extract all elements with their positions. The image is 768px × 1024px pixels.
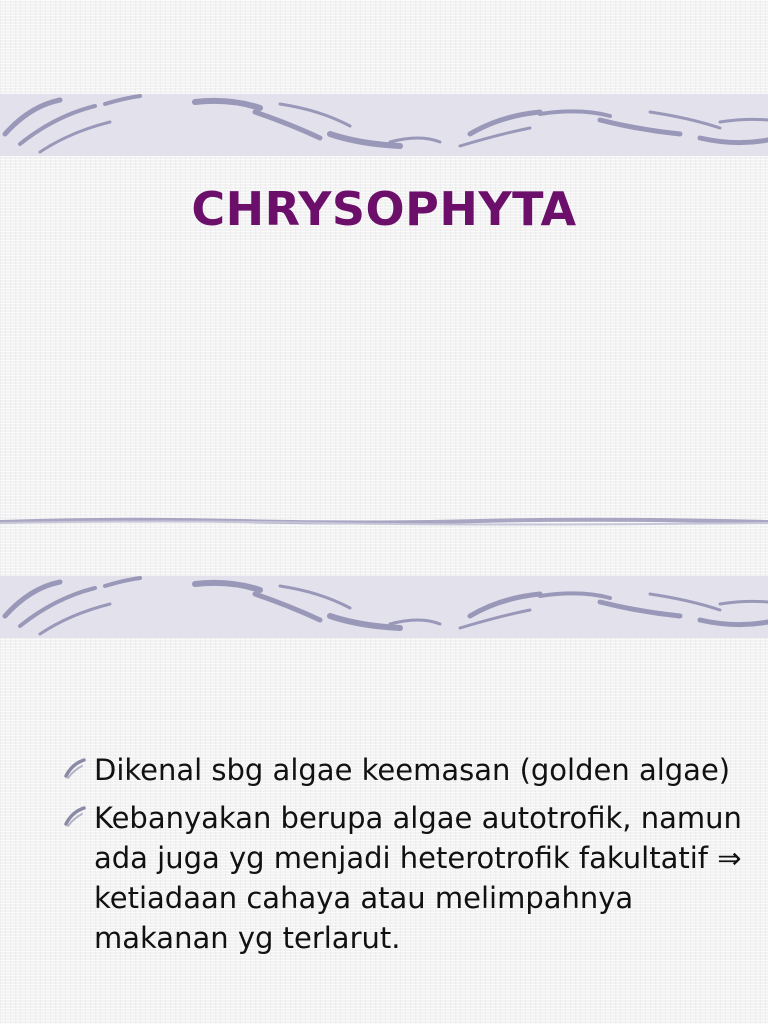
slide-title: CHRYSOPHYTA	[191, 182, 577, 236]
swoosh-bullet-icon	[62, 804, 88, 828]
slide-content-page	[0, 512, 768, 1024]
bullet-item	[60, 750, 750, 790]
bullet-item	[60, 798, 750, 958]
decorative-swoosh-banner	[0, 576, 768, 638]
bullet-list	[60, 750, 750, 966]
bullet-text: Kebanyakan berupa algae autotrofik, namun ada juga yg menjadi heterotrofik fakultatif ⇒ ketiadaan cahaya atau melimpahnya makanan yg terlarut.	[94, 801, 742, 955]
decorative-swoosh-banner	[0, 94, 768, 156]
bullet-text: Dikenal sbg algae keemasan (golden algae)	[94, 753, 731, 787]
swoosh-bullet-icon	[62, 756, 88, 780]
